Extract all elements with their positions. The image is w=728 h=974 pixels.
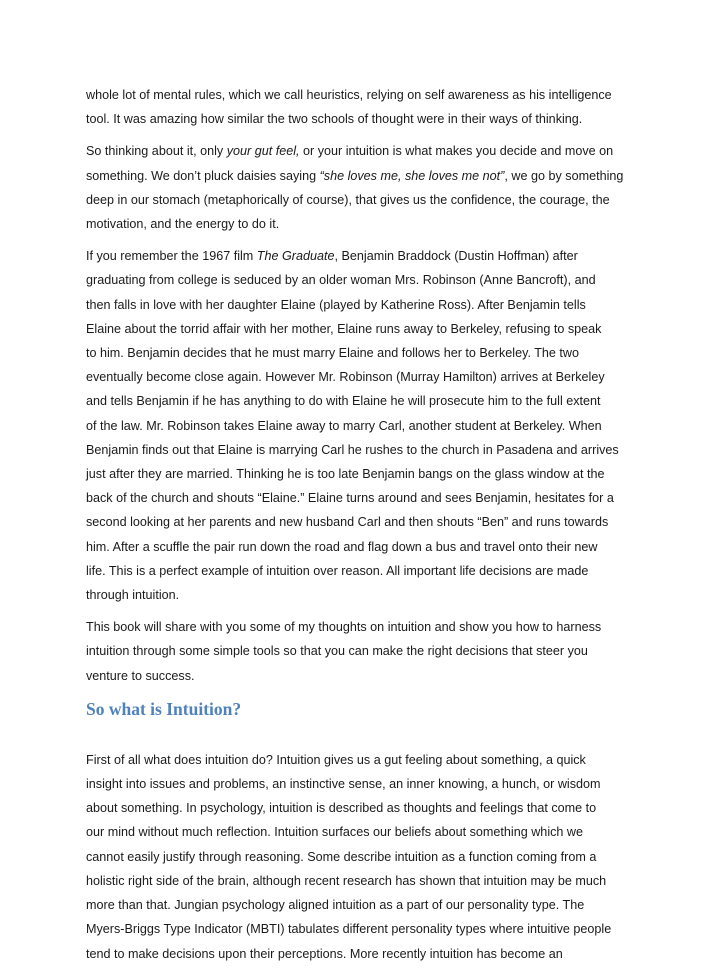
text-run: our mind without much reflection. Intuition surfaces our beliefs about something which we [86,825,584,840]
text-run: and tells Benjamin if he has anything to do with Elaine he will prosecute him to the full extent [86,394,601,409]
text-run: , Benjamin Braddock (Dustin Hoffman) after [334,249,578,264]
italic-text: “she loves me, she loves me not” [319,168,505,183]
text-line [86,341,646,365]
text-run: eventually become close again. However Mr. Robinson (Murray Hamilton) arrives at Berkeley [86,370,605,385]
text-line [86,244,646,268]
text-run: through intuition. [86,588,180,603]
text-run: motivation, and the energy to do it. [86,217,280,232]
text-line [86,845,646,869]
text-line [86,664,646,688]
text-line [86,893,646,917]
text-run: If you remember the 1967 film [86,249,257,264]
text-line [86,748,646,772]
text-line [86,772,646,796]
text-line [86,438,646,462]
section-heading: So what is Intuition? [86,698,242,719]
text-run: then falls in love with her daughter Elaine (played by Katherine Ross). After Benjamin tells [86,297,586,312]
text-run: This book will share with you some of my thoughts on intuition and show you how to harness [86,620,602,635]
italic-text: your gut feel, [226,144,300,159]
text-line [86,389,646,413]
text-run: about something. In psychology, intuition is described as thoughts and feelings that come to [86,801,597,816]
text-run: whole lot of mental rules, which we call heuristics, relying on self awareness as his intelligence [86,88,612,102]
text-run: First of all what does intuition do? Intuition gives us a gut feeling about something, a quick [86,752,586,767]
body-text-before-heading [86,83,646,688]
text-line [86,268,646,292]
text-run: of the law. Mr. Robinson takes Elaine away to marry Carl, another student at Berkeley. When [86,418,602,433]
text-run: to him. Benjamin decides that he must marry Elaine and follows her to Berkeley. The two [86,346,580,361]
text-run: just after they are married. Thinking he is too late Benjamin bangs on the glass window at the [86,467,605,482]
text-run: Benjamin finds out that Elaine is marrying Carl he rushes to the church in Pasadena and arrives [86,442,619,457]
text-line [86,796,646,820]
text-line [86,820,646,844]
text-run: cannot easily justify through reasoning. Some describe intuition as a function coming from a [86,849,597,864]
text-run: So thinking about it, only [86,144,227,159]
text-line [86,107,646,131]
paragraph-p4 [86,615,646,688]
text-line [86,365,646,389]
text-line [86,212,646,236]
text-run: holistic right side of the brain, although recent research has shown that intuition may be much [86,873,607,888]
text-line [86,510,646,534]
text-run: tend to make decisions upon their perceptions. More recently intuition has become an [86,946,563,961]
italic-text: The Graduate [256,249,335,264]
text-run: tool. It was amazing how similar the two schools of thought were in their ways of thinking. [86,112,583,127]
text-line [86,917,646,941]
text-line [86,139,646,163]
text-line [86,293,646,317]
text-line [86,869,646,893]
paragraph-p3 [86,244,646,607]
text-line [86,83,646,107]
text-run: graduating from college is seduced by an older woman Mrs. Robinson (Anne Bancroft), and [86,273,596,288]
text-line [86,164,646,188]
text-run: him. After a scuffle the pair run down the road and flag down a bus and travel onto their new [86,539,598,554]
text-line [86,462,646,486]
paragraph-p5 [86,748,646,966]
text-run: back of the church and shouts “Elaine.” Elaine turns around and sees Benjamin, hesitates for a [86,491,614,506]
text-run: or your intuition is what makes you decide and move on [299,144,614,159]
text-run: venture to success. [86,668,195,683]
text-run: intuition through some simple tools so that you can make the right decisions that steer you [86,644,588,659]
paragraph-p1 [86,83,646,131]
text-run: deep in our stomach (metaphorically of course), that gives us the confidence, the courage, the [86,192,610,207]
text-line [86,188,646,212]
text-line [86,615,646,639]
text-run: insight into issues and problems, an instinctive sense, an inner knowing, a hunch, or wisdom [86,777,601,792]
paragraph-p2 [86,139,646,236]
text-run: Elaine about the torrid affair with her mother, Elaine runs away to Berkeley, refusing to speak [86,321,602,336]
document-page [86,83,646,974]
text-line [86,583,646,607]
text-run: life. This is a perfect example of intuition over reason. All important life decisions are made [86,563,589,578]
text-run: Myers-Briggs Type Indicator (MBTI) tabulates different personality types where intuitive people [86,922,612,937]
body-text-after-heading [86,748,646,966]
text-line [86,559,646,583]
text-line [86,317,646,341]
text-run: , we go by something [504,168,624,183]
text-line [86,414,646,438]
text-line [86,535,646,559]
text-line [86,486,646,510]
text-line [86,942,646,966]
text-run: something. We don’t pluck daisies saying [86,168,320,183]
text-line [86,639,646,663]
text-run: second looking at her parents and new husband Carl and then shouts “Ben” and runs towards [86,515,609,530]
text-run: more than that. Jungian psychology aligned intuition as a part of our personality type. The [86,898,585,913]
